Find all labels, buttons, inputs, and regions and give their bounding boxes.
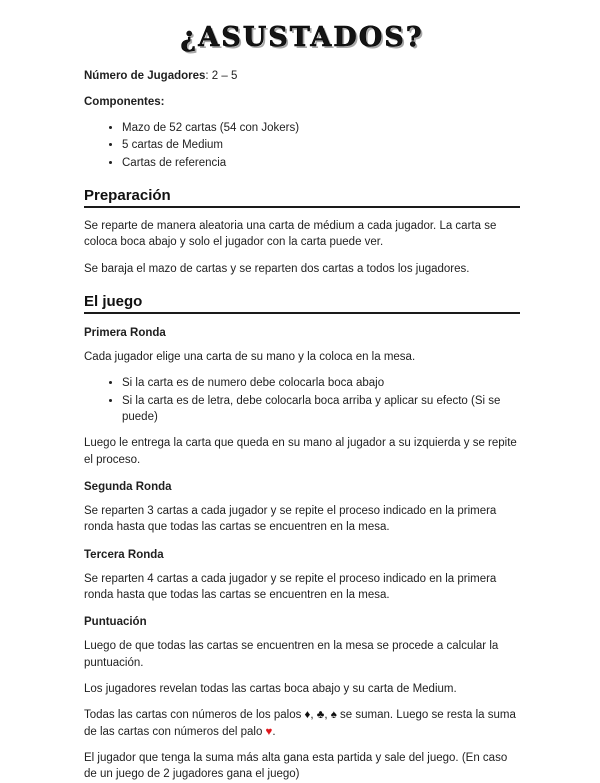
suits-text-after: . [272,725,276,738]
sub-heading-tercera-ronda: Tercera Ronda [84,548,164,561]
list-item: • Si la carta es de numero debe colocarla boca abajo [122,375,520,391]
paragraph: Luego de que todas las cartas se encuentren en la mesa se procede a calcular la puntuación. [84,640,499,669]
list-item: • Si la carta es de letra, debe colocarla boca arriba y aplicar su efecto (Si se puede) [122,393,520,426]
paragraph: Luego le entrega la carta que queda en su mano al jugador a su izquierda y se repite el proceso. [84,437,517,466]
players-line [84,69,520,85]
suits-text-middle: se suman. Luego se resta la suma de las cartas con números del palo [84,709,516,738]
components-list [84,120,520,171]
players-label: Número de Jugadores [84,70,206,82]
paragraph: Cada jugador elige una carta de su mano y la coloca en la mesa. [84,351,416,363]
section-heading-el-juego: El juego [84,293,520,314]
diamond-club-spade-suits-icon: ♦, ♣, ♠ [304,709,337,722]
paragraph: Se baraja el mazo de cartas y se reparten dos cartas a todos los jugadores. [84,262,470,275]
paragraph: Los jugadores revelan todas las cartas boca abajo y su carta de Medium. [84,682,457,695]
list-item: • Mazo de 52 cartas (54 con Jokers) [122,120,520,136]
sub-heading-primera-ronda: Primera Ronda [84,327,166,339]
sub-heading-segunda-ronda: Segunda Ronda [84,480,172,493]
primera-ronda-list [84,375,520,425]
document-title: ¿ASUSTADOS? [180,22,424,53]
paragraph: Se reparte de manera aleatoria una carta de médium a cada jugador. La carta se coloca boca abajo y solo el jugador con la carta puede ver. [84,220,497,249]
components-line [84,95,520,111]
paragraph: Se reparten 3 cartas a cada jugador y se repite el proceso indicado en la primera ronda hasta que todas las cartas se encuentren en la mesa. [84,504,497,534]
players-value: : 2 – 5 [205,70,238,82]
scoring-suits-paragraph [84,707,520,740]
heart-suit-icon: ♥ [265,725,273,738]
list-item: • 5 cartas de Medium [122,137,520,153]
components-label: Componentes: [84,95,165,108]
suits-text-before: Todas las cartas con números de los palos [84,709,305,722]
paragraph: El jugador que tenga la suma más alta gana esta partida y sale del juego. (En caso de un juego de 2 jugadores gana el juego) [84,751,508,781]
sub-heading-puntuacion: Puntuación [84,616,147,629]
paragraph: Se reparten 4 cartas a cada jugador y se repite el proceso indicado en la primera ronda hasta que todas las cartas se encuentren en la mesa. [84,572,497,601]
section-heading-preparacion: Preparación [84,187,520,208]
list-item: • Cartas de referencia [122,155,520,171]
